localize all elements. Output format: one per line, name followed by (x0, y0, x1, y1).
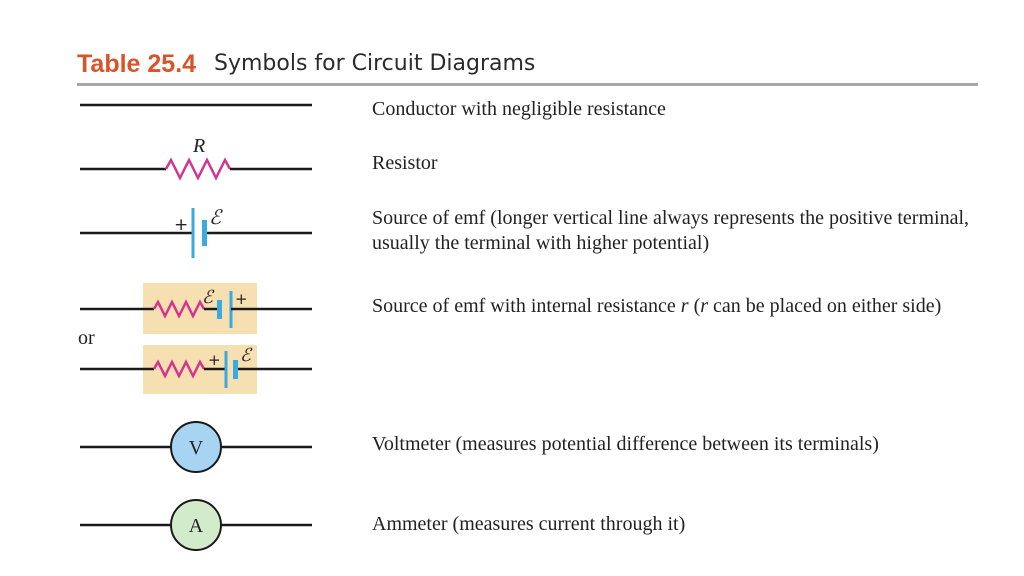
emf-plus-sign: + (174, 215, 189, 235)
conductor-description: Conductor with negligible resistance (372, 98, 666, 120)
ammeter-description: Ammeter (measures current through it) (372, 513, 686, 535)
emf-internal-description: Source of emf with internal resistance r (r can be placed on either side) (372, 295, 942, 317)
resistor-description: Resistor (372, 152, 438, 174)
table-heading: Symbols for Circuit Diagrams (214, 51, 536, 76)
emf-description: Source of emf (longer vertical line always represents the positive terminal, usually the terminal with higher potential) (372, 207, 970, 254)
emf-internal-a-emf-label: ℰ (202, 287, 213, 308)
emf-internal-a-plus-sign: + (235, 290, 248, 308)
emf-symbol (80, 208, 312, 258)
voltmeter-label: V (188, 437, 204, 459)
ammeter-label: A (188, 515, 204, 537)
emf-internal-b-emf-label: ℰ (240, 345, 251, 366)
resistor-symbol (80, 160, 312, 178)
emf-internal-b-plus-sign: + (208, 351, 221, 369)
voltmeter-description: Voltmeter (measures potential difference between its terminals) (372, 433, 879, 455)
resistor-label: R (193, 135, 206, 157)
table-number: Table 25.4 (77, 50, 197, 78)
or-label: or (78, 327, 95, 349)
emf-label: ℰ (209, 205, 222, 229)
